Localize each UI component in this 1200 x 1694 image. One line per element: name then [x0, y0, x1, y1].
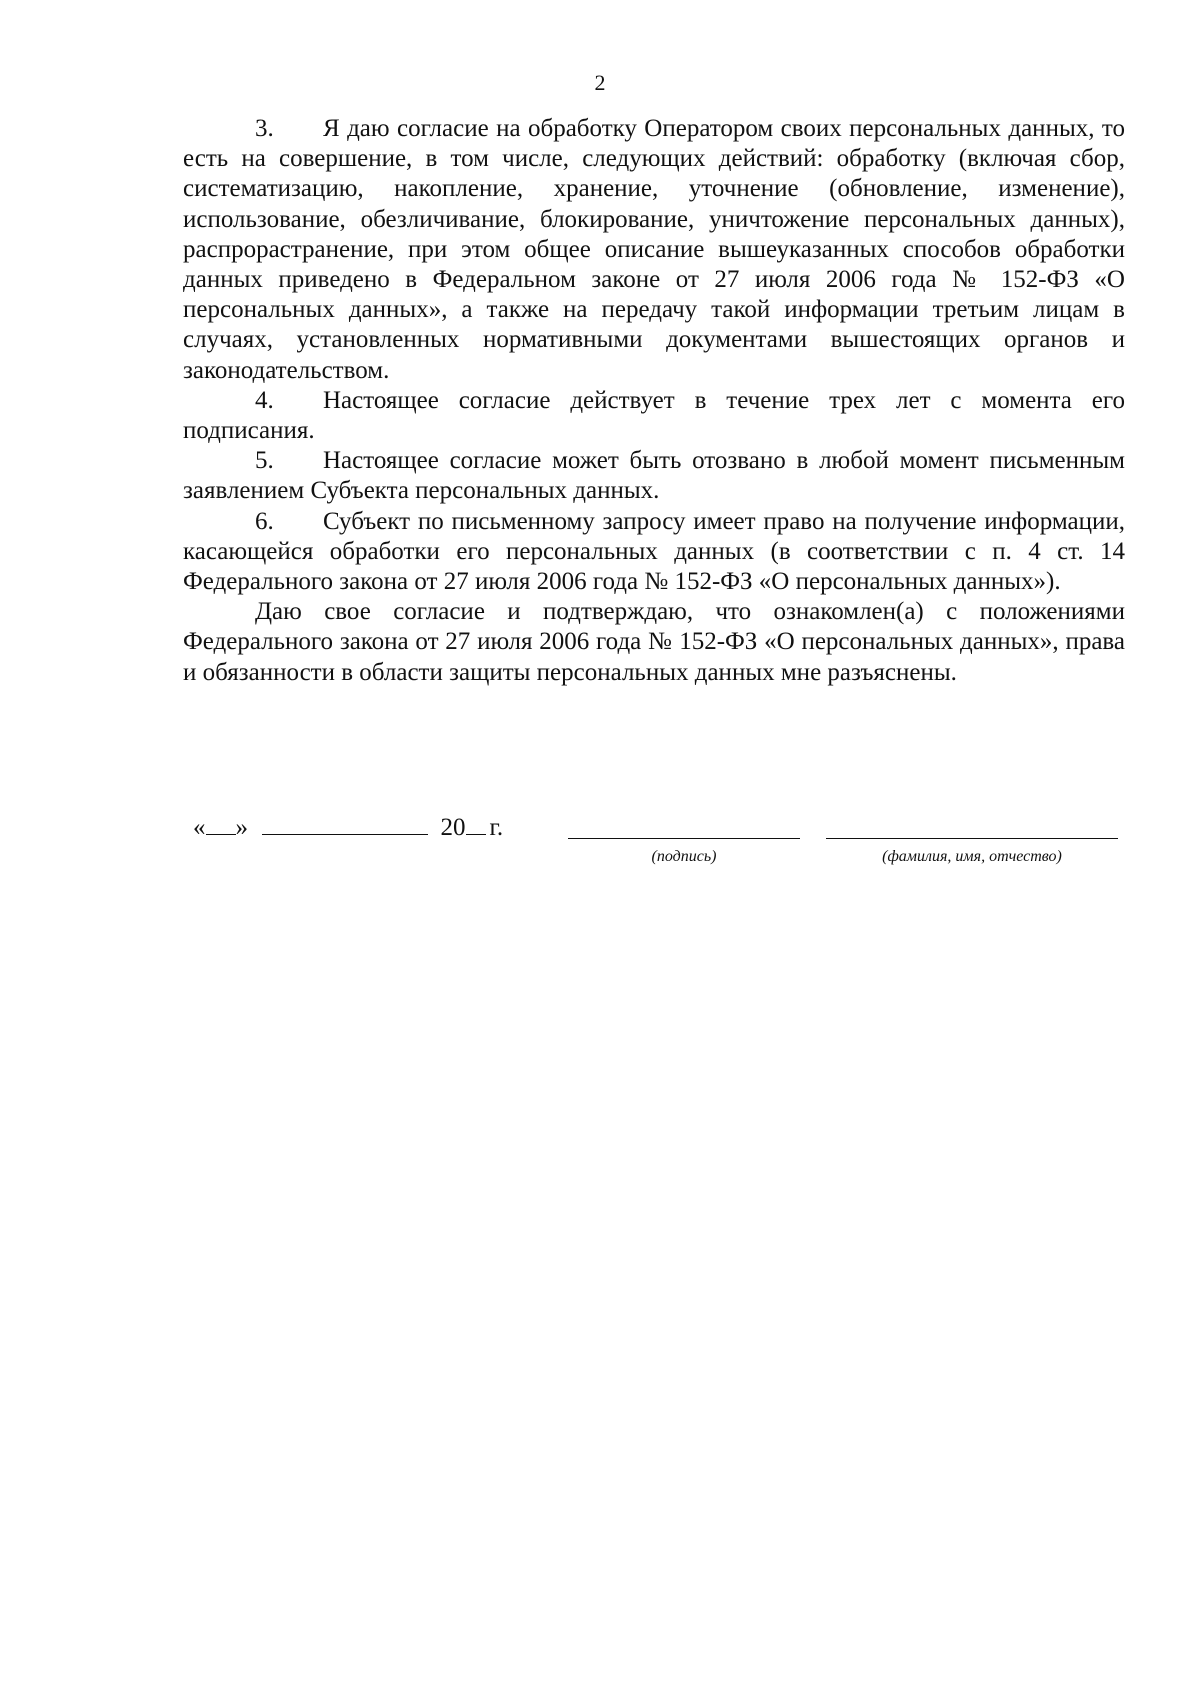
- open-quote: «: [193, 814, 206, 841]
- paragraph-number: 3.: [255, 115, 274, 142]
- page-number: 2: [594, 70, 606, 95]
- paragraph-4: [183, 386, 1125, 446]
- paragraph-text: Я даю согласие на обработку Оператором своих персональных данных, то есть на совершение, в том числе, следующих действий: обработку (включая сбор, систематизацию, накопление, хранение, уточнение (обновление, изменение), использование, обезличивание, блокирование, уничтожение персональных данных), распрорастранение, при этом общее описание вышеуказанных способов обработки данных приведено в Федеральном законе от 27 июля 2006 года № 152-ФЗ «О персональных данных», а также на передачу такой информации третьим лицам в случаях, установленных нормативными документами вышестоящих органов и законодательством.: [183, 115, 1125, 384]
- paragraph-consent-statement: [183, 597, 1125, 688]
- paragraph-number: 4.: [255, 386, 274, 414]
- month-blank[interactable]: [262, 812, 428, 835]
- date-field: [193, 812, 503, 843]
- full-name-line[interactable]: [826, 838, 1118, 839]
- paragraph-5: [183, 446, 1125, 506]
- paragraph-3: [183, 114, 1125, 386]
- signature-line[interactable]: [568, 838, 800, 839]
- year-prefix: 20: [440, 814, 466, 841]
- paragraph-text: Субъект по письменному запросу имеет право на получение информации, касающейся обработки его персональных данных (в соответствии с п. 4 ст. 14 Федерального закона от 27 июля 2006 года № 152-ФЗ «О персональных данных»).: [183, 507, 1125, 596]
- paragraph-number: 6.: [255, 507, 274, 535]
- full-name-caption: (фамилия, имя, отчество): [882, 848, 1062, 865]
- close-quote: »: [235, 814, 248, 841]
- paragraph-text: Настоящее согласие действует в течение трех лет с момента его подписания.: [183, 386, 1125, 445]
- paragraph-number: 5.: [255, 447, 274, 475]
- paragraph-6: [183, 507, 1125, 598]
- paragraph-text: Настоящее согласие может быть отозвано в любой момент письменным заявлением Субъекта персональных данных.: [183, 447, 1125, 505]
- paragraph-text: Даю свое согласие и подтверждаю, что ознакомлен(а) с положениями Федерального закона от 27 июля 2006 года № 152-ФЗ «О персональных данных», права и обязанности в области защиты персональных данных мне разъяснены.: [183, 598, 1125, 686]
- year-blank[interactable]: [466, 812, 486, 835]
- signature-caption: (подпись): [651, 848, 717, 865]
- day-blank[interactable]: [206, 812, 236, 835]
- year-suffix: г.: [489, 814, 504, 841]
- consent-body: [183, 114, 1125, 688]
- signature-row: [0, 812, 1200, 892]
